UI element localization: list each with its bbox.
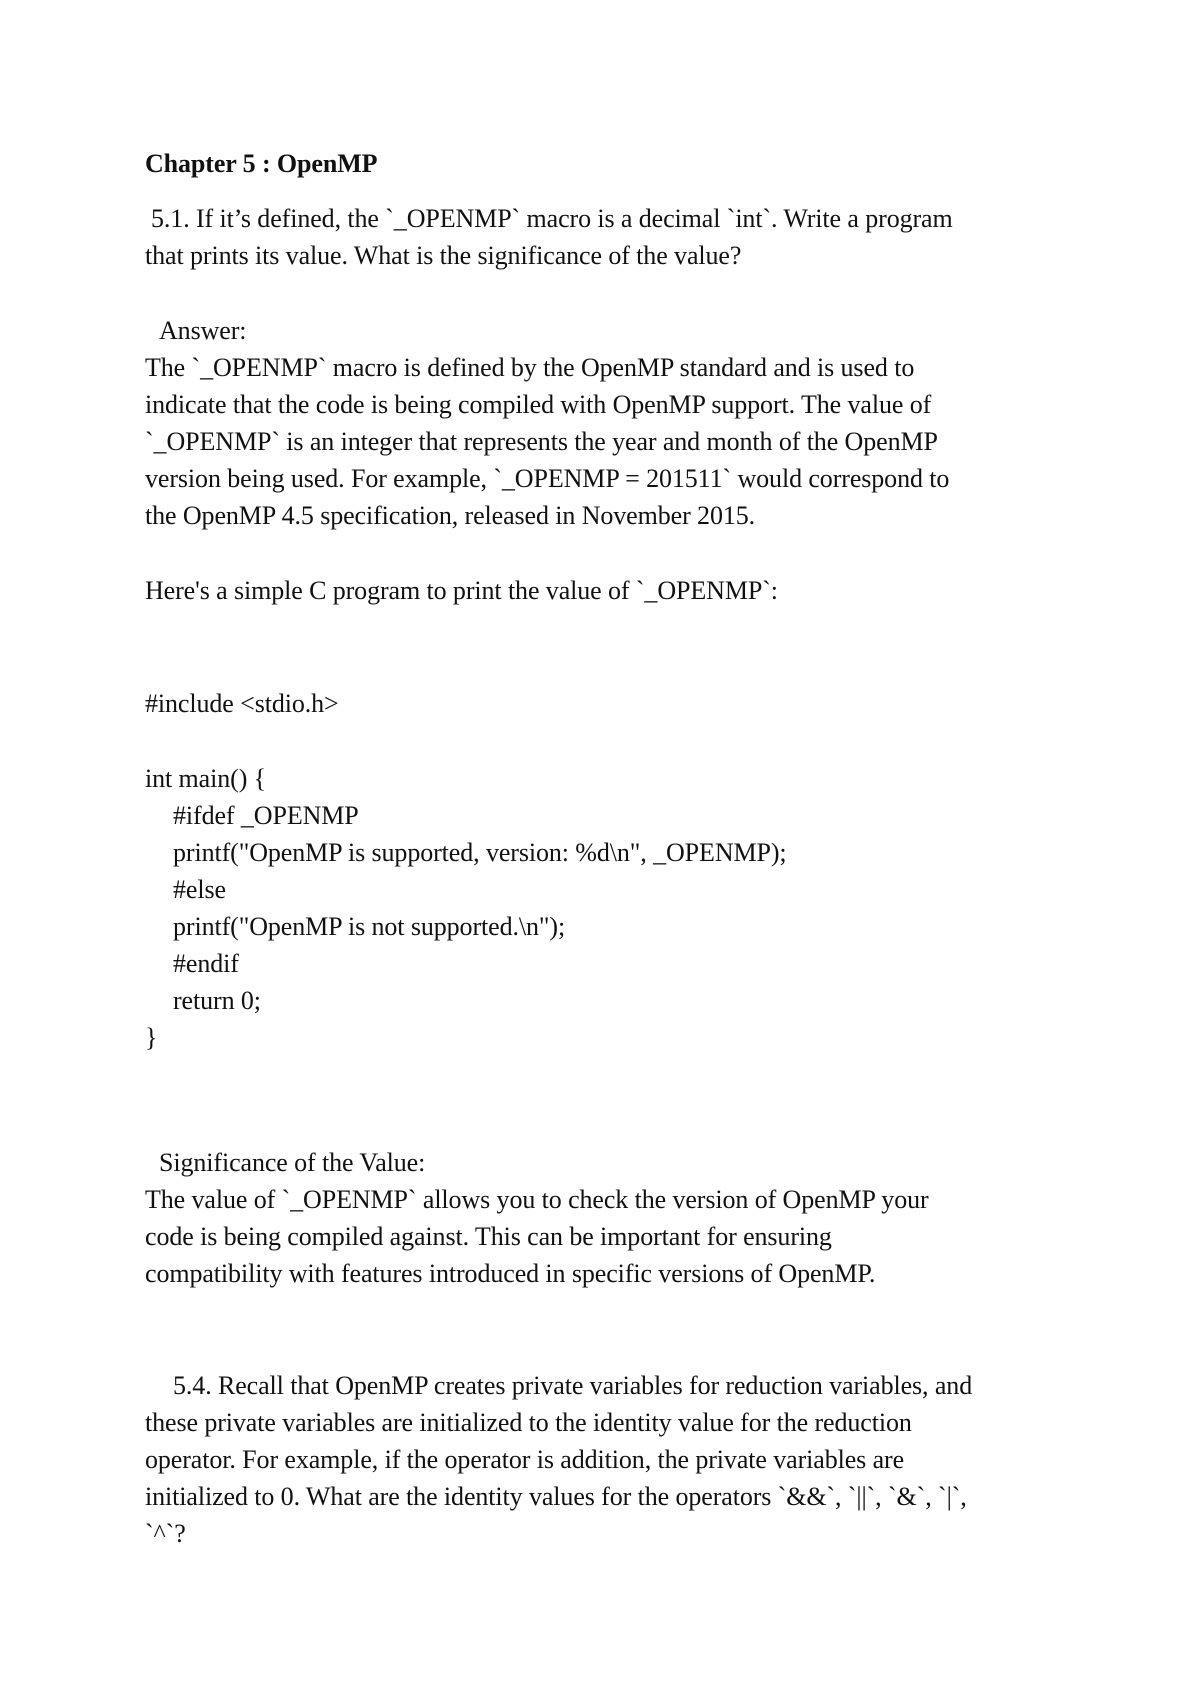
question-5-4-line: `^`? <box>145 1519 186 1548</box>
significance-label: Significance of the Value: <box>159 1148 426 1177</box>
code-return-line: return 0; <box>173 986 261 1015</box>
answer-paragraph-line: The `_OPENMP` macro is defined by the OpenMP standard and is used to <box>145 353 915 382</box>
code-main-line: int main() { <box>145 764 267 793</box>
question-5-4-line: initialized to 0. What are the identity values for the operators `&&`, `||`, `&`, `|`, <box>145 1482 967 1511</box>
significance-paragraph-line: The value of `_OPENMP` allows you to check the version of OpenMP your <box>145 1185 929 1214</box>
question-5-1-line-2: that prints its value. What is the significance of the value? <box>145 241 742 270</box>
answer-paragraph-line: `_OPENMP` is an integer that represents the year and month of the OpenMP <box>145 427 938 456</box>
code-include-line: #include <stdio.h> <box>145 689 339 718</box>
code-endif-line: #endif <box>173 949 239 978</box>
significance-paragraph-line: code is being compiled against. This can be important for ensuring <box>145 1222 832 1251</box>
code-printf-not-supported-line: printf("OpenMP is not supported.\n"); <box>173 912 566 941</box>
code-closing-brace: } <box>145 1023 158 1052</box>
question-5-4-line: 5.4. Recall that OpenMP creates private variables for reduction variables, and <box>173 1371 973 1400</box>
answer-paragraph-line: version being used. For example, `_OPENMP = 201511` would correspond to <box>145 464 950 493</box>
answer-paragraph-line: the OpenMP 4.5 specification, released in November 2015. <box>145 501 756 530</box>
code-else-line: #else <box>173 875 226 904</box>
answer-label: Answer: <box>159 316 247 345</box>
significance-paragraph-line: compatibility with features introduced in specific versions of OpenMP. <box>145 1259 876 1288</box>
answer-paragraph-line: indicate that the code is being compiled with OpenMP support. The value of <box>145 390 932 419</box>
code-intro-text: Here's a simple C program to print the value of `_OPENMP`: <box>145 576 778 605</box>
question-5-4-line: operator. For example, if the operator is addition, the private variables are <box>145 1445 905 1474</box>
question-5-4-line: these private variables are initialized to the identity value for the reduction <box>145 1408 912 1437</box>
question-5-1-line-1: 5.1. If it’s defined, the `_OPENMP` macro is a decimal `int`. Write a program <box>151 204 953 233</box>
code-printf-supported-line: printf("OpenMP is supported, version: %d\n", _OPENMP); <box>173 838 787 867</box>
code-ifdef-line: #ifdef _OPENMP <box>173 801 359 830</box>
chapter-title: Chapter 5 : OpenMP <box>145 149 378 178</box>
